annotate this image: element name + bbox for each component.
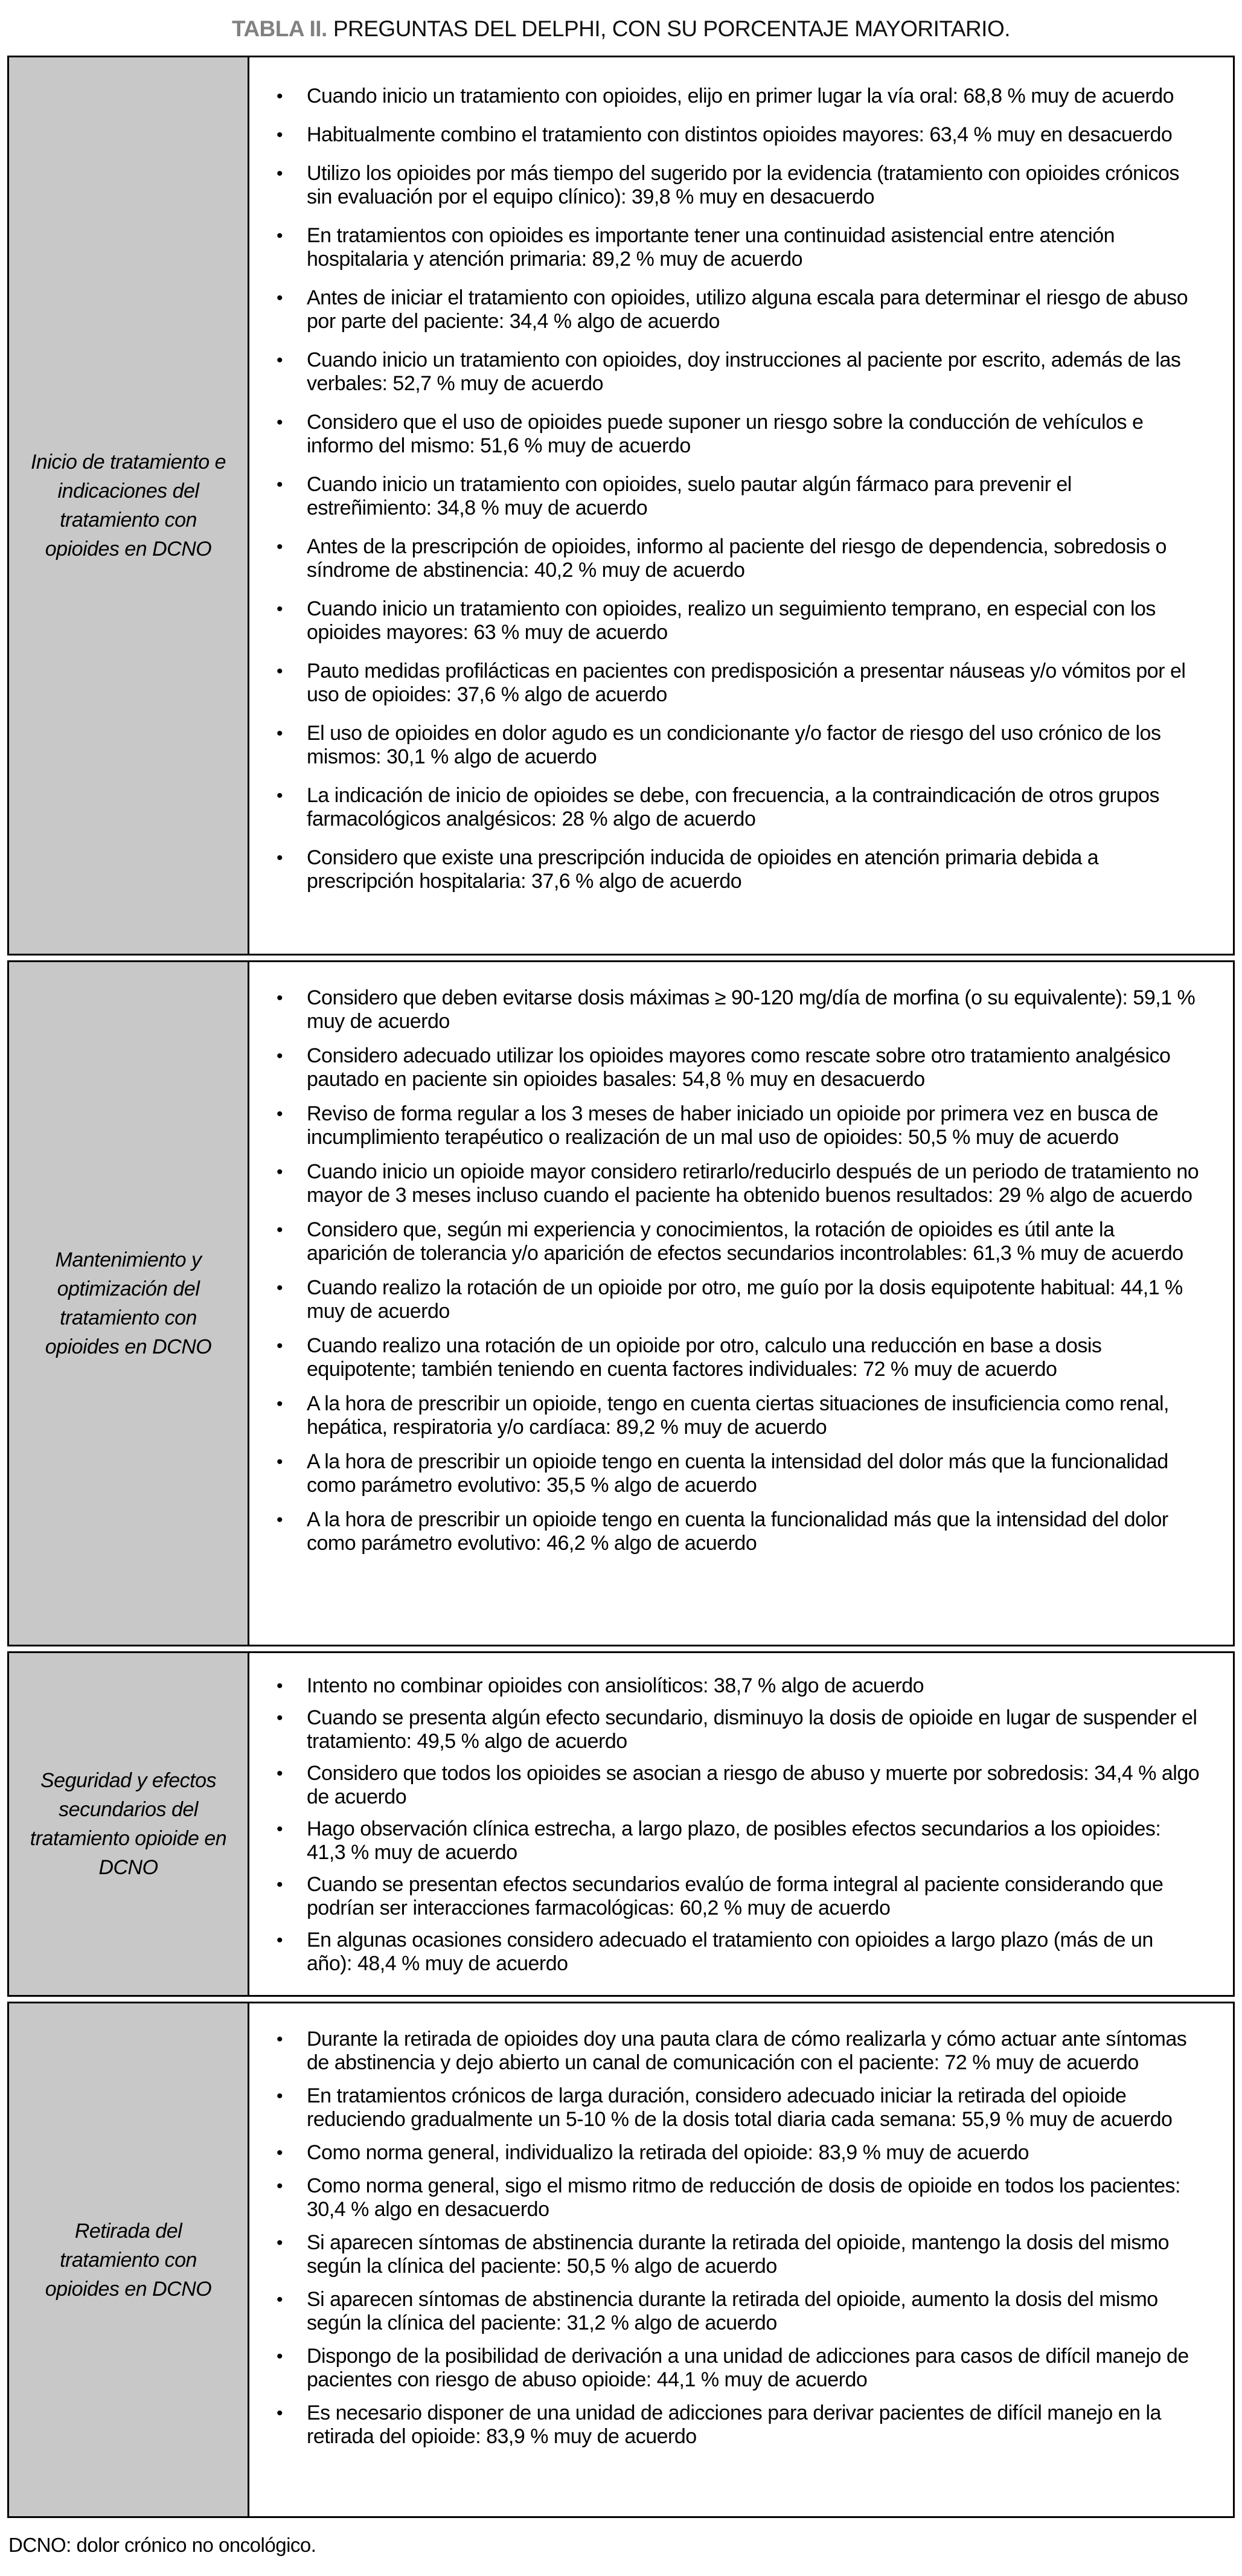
bullet-icon: •	[277, 2290, 283, 2310]
item-text: Reviso de forma regular a los 3 meses de haber iniciado un opioide por primera vez en busca de incumplimiento terapéutico o realización de un mal uso de opioides: 50,5 % muy de acuerdo	[307, 1102, 1159, 1149]
category-cell: Mantenimiento y optimización del tratamiento con opioides en DCNO	[9, 962, 249, 1645]
item-text: Cuando inicio un tratamiento con opioides, realizo un seguimiento temprano, en especial con los opioides mayores: 63 % muy de acuerdo	[307, 597, 1156, 644]
bullet-icon: •	[277, 2143, 283, 2163]
list-item	[277, 1817, 1200, 1865]
list-item	[277, 224, 1200, 271]
list-item	[277, 535, 1200, 582]
list-item	[277, 2028, 1200, 2075]
bullet-icon: •	[277, 599, 283, 619]
list-item	[277, 1334, 1200, 1381]
list-item	[277, 1392, 1200, 1439]
item-text: Considero que, según mi experiencia y conocimientos, la rotación de opioides es útil ante la aparición de tolerancia y/o aparición de efectos secundarios incontrolables: 61,3 % muy de acuerdo	[307, 1218, 1183, 1265]
bullet-icon: •	[277, 1676, 283, 1696]
bullet-icon: •	[277, 164, 283, 184]
bullet-icon: •	[277, 2029, 283, 2049]
list-item	[277, 1450, 1200, 1497]
category-cell: Seguridad y efectos secundarios del tratamiento opioide en DCNO	[9, 1653, 249, 1995]
item-text: Es necesario disponer de una unidad de adicciones para derivar pacientes de difícil manejo en la retirada del opioide: 83,9 % muy de acuerdo	[307, 2401, 1161, 2448]
bullet-icon: •	[277, 1930, 283, 1950]
list-item	[277, 85, 1200, 108]
table-title-text: PREGUNTAS DEL DELPHI, CON SU PORCENTAJE MAYORITARIO.	[333, 16, 1011, 41]
item-text: Si aparecen síntomas de abstinencia durante la retirada del opioide, mantengo la dosis del mismo según la clínica del paciente: 50,5 % algo de acuerdo	[307, 2231, 1170, 2278]
bullet-icon: •	[277, 1220, 283, 1240]
list-item	[277, 846, 1200, 893]
item-text: Considero que deben evitarse dosis máximas ≥ 90-120 mg/día de morfina (o su equivalente): 59,1 % muy de acuerdo	[307, 986, 1196, 1033]
item-text: En algunas ocasiones considero adecuado el tratamiento con opioides a largo plazo (más de un año): 48,4 % muy de acuerdo	[307, 1929, 1153, 1975]
item-text: Hago observación clínica estrecha, a largo plazo, de posibles efectos secundarios a los opioides: 41,3 % muy de acuerdo	[307, 1817, 1161, 1864]
item-text: Considero adecuado utilizar los opioides mayores como rescate sobre otro tratamiento analgésico pautado en paciente sin opioides basales: 54,8 % muy en desacuerdo	[307, 1044, 1171, 1091]
item-text: Cuando inicio un tratamiento con opioides, doy instrucciones al paciente por escrito, además de las verbales: 52,7 % muy de acuerdo	[307, 348, 1181, 395]
bullet-icon: •	[277, 1510, 283, 1530]
item-text: A la hora de prescribir un opioide tengo en cuenta la intensidad del dolor más que la funcionalidad como parámetro evolutivo: 35,5 % algo de acuerdo	[307, 1450, 1168, 1497]
item-text: Si aparecen síntomas de abstinencia durante la retirada del opioide, aumento la dosis del mismo según la clínica del paciente: 31,2 % algo de acuerdo	[307, 2288, 1158, 2334]
bullet-icon: •	[277, 86, 283, 106]
list-item	[277, 2345, 1200, 2392]
list-item	[277, 1276, 1200, 1323]
list-item	[277, 597, 1200, 644]
list-item	[277, 473, 1200, 520]
table-title-number: TABLA II.	[231, 16, 327, 41]
list-item	[277, 123, 1200, 147]
item-text: Utilizo los opioides por más tiempo del sugerido por la evidencia (tratamiento con opioides crónicos sin evaluación por el equipo clínico): 39,8 % muy en desacuerdo	[307, 162, 1179, 208]
list-item	[277, 1706, 1200, 1753]
bullet-icon: •	[277, 988, 283, 1008]
bullet-icon: •	[277, 1278, 283, 1298]
list-item	[277, 2141, 1200, 2165]
list-item	[277, 1102, 1200, 1149]
bullet-icon: •	[277, 2403, 283, 2423]
list-item	[277, 2231, 1200, 2278]
item-text: En tratamientos con opioides es importante tener una continuidad asistencial entre atención hospitalaria y atención primaria: 89,2 % muy de acuerdo	[307, 224, 1115, 271]
item-text: Dispongo de la posibilidad de derivación a una unidad de adicciones para casos de difícil manejo de pacientes con riesgo de abuso opioide: 44,1 % muy de acuerdo	[307, 2345, 1189, 2391]
item-text: Cuando se presentan efectos secundarios evalúo de forma integral al paciente considerando que podrían ser interacciones farmacológicas: 60,2 % muy de acuerdo	[307, 1873, 1164, 1919]
bullet-icon: •	[277, 848, 283, 868]
delphi-table	[7, 56, 1235, 2518]
list-item	[277, 1218, 1200, 1265]
list-item	[277, 1674, 1200, 1698]
item-text: A la hora de prescribir un opioide, tengo en cuenta ciertas situaciones de insuficiencia como renal, hepática, respiratoria y/o cardíaca: 89,2 % muy de acuerdo	[307, 1392, 1169, 1439]
item-text: Cuando inicio un opioide mayor considero retirarlo/reducirlo después de un periodo de tratamiento no mayor de 3 meses incluso cuando el paciente ha obtenido buenos resultados: 29 % algo de acuerdo	[307, 1160, 1199, 1207]
bullet-icon: •	[277, 1336, 283, 1356]
item-text: Cuando inicio un tratamiento con opioides, suelo pautar algún fármaco para prevenir el estreñimiento: 34,8 % muy de acuerdo	[307, 473, 1072, 519]
table-row	[7, 2002, 1235, 2518]
category-cell: Inicio de tratamiento e indicaciones del tratamiento con opioides en DCNO	[9, 57, 249, 954]
item-text: Cuando inicio un tratamiento con opioides, elijo en primer lugar la vía oral: 68,8 % muy de acuerdo	[307, 85, 1174, 108]
footnote: DCNO: dolor crónico no oncológico.	[8, 2534, 316, 2556]
item-text: Como norma general, individualizo la retirada del opioide: 83,9 % muy de acuerdo	[307, 2141, 1029, 2164]
bullet-icon: •	[277, 1875, 283, 1895]
bullet-icon: •	[277, 125, 283, 145]
list-item	[277, 1160, 1200, 1207]
bullet-icon: •	[277, 2346, 283, 2366]
bullet-icon: •	[277, 288, 283, 308]
bullet-icon: •	[277, 2176, 283, 2196]
item-text: Intento no combinar opioides con ansiolíticos: 38,7 % algo de acuerdo	[307, 1674, 924, 1697]
list-item	[277, 286, 1200, 333]
list-item	[277, 2288, 1200, 2335]
list-item	[277, 2401, 1200, 2449]
list-item	[277, 2084, 1200, 2131]
bullet-icon: •	[277, 1708, 283, 1728]
bullet-icon: •	[277, 1764, 283, 1784]
item-text: Cuando se presenta algún efecto secundario, disminuyo la dosis de opioide en lugar de suspender el tratamiento: 49,5 % algo de acuerdo	[307, 1706, 1197, 1753]
item-text: Pauto medidas profilácticas en pacientes con predisposición a presentar náuseas y/o vómitos por el uso de opioides: 37,6 % algo de acuerdo	[307, 660, 1186, 706]
item-text: En tratamientos crónicos de larga duración, considero adecuado iniciar la retirada del opioide reduciendo gradualmente un 5-10 % de la dosis total diaria cada semana: 55,9 % muy de acuerdo	[307, 2084, 1173, 2131]
table-row	[7, 56, 1235, 956]
item-text: Cuando realizo una rotación de un opioide por otro, calculo una reducción en base a dosis equipotente; también teniendo en cuenta factores individuales: 72 % muy de acuerdo	[307, 1334, 1102, 1381]
bullet-icon: •	[277, 2233, 283, 2253]
bullet-icon: •	[277, 226, 283, 246]
item-text: El uso de opioides en dolor agudo es un condicionante y/o factor de riesgo del uso crónico de los mismos: 30,1 % algo de acuerdo	[307, 722, 1161, 768]
bullet-icon: •	[277, 1162, 283, 1182]
bullet-icon: •	[277, 413, 283, 432]
bullet-icon: •	[277, 537, 283, 557]
item-text: Habitualmente combino el tratamiento con distintos opioides mayores: 63,4 % muy en desacuerdo	[307, 123, 1173, 146]
table-row	[7, 1651, 1235, 1997]
item-text: Considero que el uso de opioides puede suponer un riesgo sobre la conducción de vehículos e informo del mismo: 51,6 % muy de acuerdo	[307, 411, 1144, 457]
bullet-icon: •	[277, 2086, 283, 2106]
items-cell	[249, 1653, 1233, 1995]
bullet-icon: •	[277, 1104, 283, 1124]
list-item	[277, 2174, 1200, 2221]
item-text: Durante la retirada de opioides doy una pauta clara de cómo realizarla y cómo actuar ante síntomas de abstinencia y dejo abierto un canal de comunicación con el paciente: 72 % muy de acuerdo	[307, 2028, 1187, 2074]
items-cell	[249, 962, 1233, 1645]
bullet-icon: •	[277, 1452, 283, 1472]
items-cell	[249, 2003, 1233, 2516]
list-item	[277, 348, 1200, 396]
bullet-icon: •	[277, 1046, 283, 1066]
item-text: Cuando realizo la rotación de un opioide por otro, me guío por la dosis equipotente habitual: 44,1 % muy de acuerdo	[307, 1276, 1183, 1323]
list-item	[277, 784, 1200, 831]
list-item	[277, 1762, 1200, 1809]
list-item	[277, 1929, 1200, 1976]
item-text: La indicación de inicio de opioides se debe, con frecuencia, a la contraindicación de otros grupos farmacológicos analgésicos: 28 % algo de acuerdo	[307, 784, 1160, 830]
list-item	[277, 162, 1200, 209]
bullet-icon: •	[277, 350, 283, 370]
list-item	[277, 722, 1200, 769]
bullet-icon: •	[277, 786, 283, 806]
bullet-icon: •	[277, 475, 283, 495]
item-text: Considero que existe una prescripción inducida de opioides en atención primaria debida a prescripción hospitalaria: 37,6 % algo de acuerdo	[307, 846, 1099, 893]
items-cell	[249, 57, 1233, 954]
list-item	[277, 1873, 1200, 1920]
list-item	[277, 986, 1200, 1033]
list-item	[277, 1508, 1200, 1555]
table-title	[0, 0, 1242, 42]
item-text: A la hora de prescribir un opioide tengo en cuenta la funcionalidad más que la intensidad del dolor como parámetro evolutivo: 46,2 % algo de acuerdo	[307, 1508, 1168, 1555]
item-text: Antes de iniciar el tratamiento con opioides, utilizo alguna escala para determinar el riesgo de abuso por parte del paciente: 34,4 % algo de acuerdo	[307, 286, 1188, 333]
list-item	[277, 660, 1200, 707]
bullet-icon: •	[277, 1819, 283, 1839]
bullet-icon: •	[277, 661, 283, 681]
bullet-icon: •	[277, 1394, 283, 1414]
category-cell: Retirada del tratamiento con opioides en DCNO	[9, 2003, 249, 2516]
item-text: Como norma general, sigo el mismo ritmo de reducción de dosis de opioide en todos los pacientes: 30,4 % algo en desacuerdo	[307, 2174, 1180, 2221]
bullet-icon: •	[277, 724, 283, 744]
list-item	[277, 1044, 1200, 1091]
item-text: Considero que todos los opioides se asocian a riesgo de abuso y muerte por sobredosis: 34,4 % algo de acuerdo	[307, 1762, 1200, 1808]
table-row	[7, 960, 1235, 1646]
list-item	[277, 411, 1200, 458]
item-text: Antes de la prescripción de opioides, informo al paciente del riesgo de dependencia, sobredosis o síndrome de abstinencia: 40,2 % muy de acuerdo	[307, 535, 1167, 582]
